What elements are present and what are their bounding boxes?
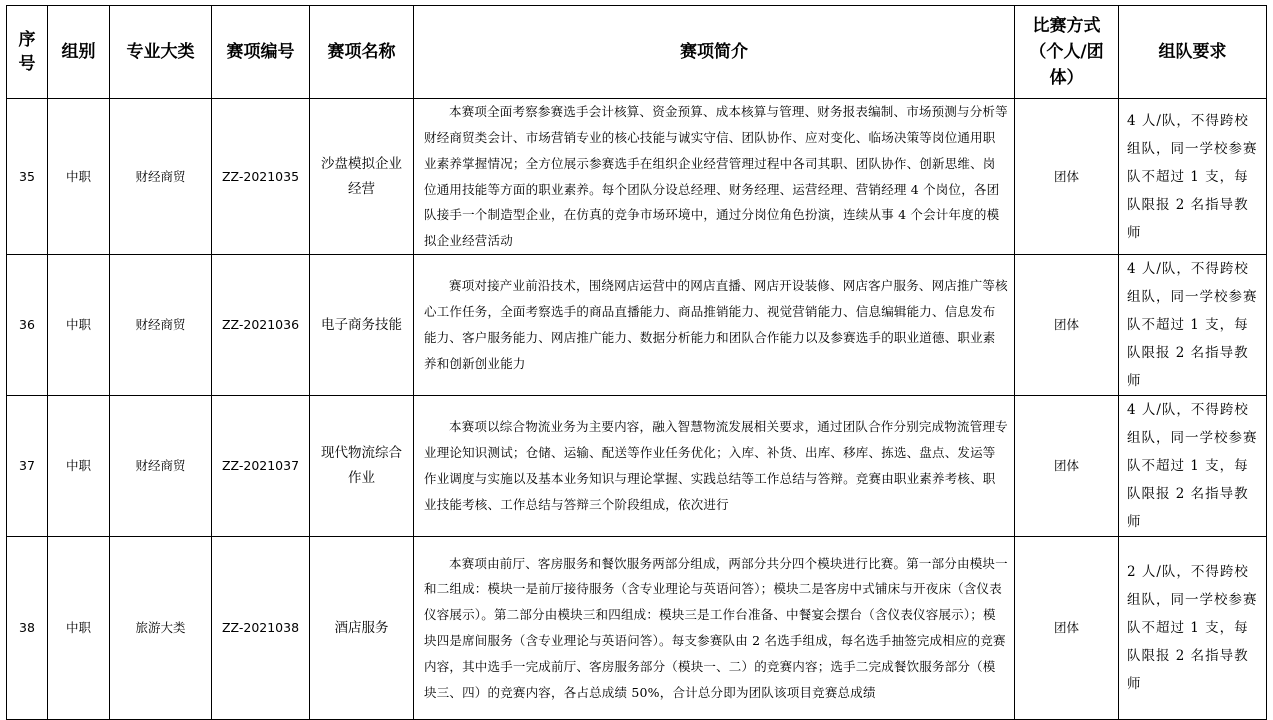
cell-group: 中职 bbox=[48, 396, 110, 537]
table-row bbox=[7, 537, 1267, 720]
cell-seq: 36 bbox=[7, 255, 48, 396]
cell-group: 中职 bbox=[48, 99, 110, 255]
table-row bbox=[7, 255, 1267, 396]
cell-seq: 37 bbox=[7, 396, 48, 537]
cell-code: ZZ-2021038 bbox=[212, 537, 310, 720]
cell-name: 沙盘模拟企业经营 bbox=[310, 99, 414, 255]
cell-intro bbox=[414, 537, 1015, 720]
competition-table bbox=[6, 5, 1267, 720]
header-group: 组别 bbox=[48, 6, 110, 99]
header-mode: 比赛方式（个人/团体） bbox=[1015, 6, 1119, 99]
cell-category: 旅游大类 bbox=[110, 537, 212, 720]
cell-team: 4 人/队，不得跨校组队，同一学校参赛队不超过 1 支，每队限报 2 名指导教师 bbox=[1119, 396, 1267, 537]
cell-intro-text: 赛项对接产业前沿技术，围绕网店运营中的网店直播、网店开设装修、网店客户服务、网店推广等核心工作任务，全面考察选手的商品直播能力、商品推销能力、视觉营销能力、信息编辑能力、信息发布能力、客户服务能力、网店推广能力、数据分析能力和团队合作能力以及参赛选手的职业道德、职业素养和创新创业能力 bbox=[424, 278, 1008, 371]
cell-name: 电子商务技能 bbox=[310, 255, 414, 396]
cell-code: ZZ-2021036 bbox=[212, 255, 310, 396]
cell-mode: 团体 bbox=[1015, 255, 1119, 396]
header-code: 赛项编号 bbox=[212, 6, 310, 99]
header-category: 专业大类 bbox=[110, 6, 212, 99]
cell-mode: 团体 bbox=[1015, 396, 1119, 537]
header-intro: 赛项简介 bbox=[414, 6, 1015, 99]
cell-intro bbox=[414, 99, 1015, 255]
cell-team: 4 人/队，不得跨校组队，同一学校参赛队不超过 1 支，每队限报 2 名指导教师 bbox=[1119, 255, 1267, 396]
table-row bbox=[7, 396, 1267, 537]
header-seq: 序号 bbox=[7, 6, 48, 99]
cell-intro-text: 本赛项以综合物流业务为主要内容，融入智慧物流发展相关要求，通过团队合作分别完成物流管理专业理论知识测试；仓储、运输、配送等作业任务优化；入库、补货、出库、移库、拣选、盘点、发运等作业调度与实施以及基本业务知识与理论掌握、实践总结等工作总结与答辩。竞赛由职业素养考核、职业技能考核、工作总结与答辩三个阶段组成，依次进行 bbox=[424, 419, 1008, 512]
cell-intro-text: 本赛项由前厅、客房服务和餐饮服务两部分组成，两部分共分四个模块进行比赛。第一部分由模块一和二组成：模块一是前厅接待服务（含专业理论与英语问答）；模块二是客房中式铺床与开夜床（含仪表仪容展示）。第二部分由模块三和四组成：模块三是工作台准备、中餐宴会摆台（含仪表仪容展示）；模块四是席间服务（含专业理论与英语问答）。每支参赛队由 2 名选手组成，每名选手抽签完成相应的竞赛内容，其中选手一完成前厅、客房服务部分（模块一、二）的竞赛内容；选手二完成餐饮服务部分（模块三、四）的竞赛内容，各占总成绩 50%，合计总分即为团队该项目竞赛总成绩 bbox=[424, 555, 1008, 700]
cell-code: ZZ-2021037 bbox=[212, 396, 310, 537]
header-name: 赛项名称 bbox=[310, 6, 414, 99]
cell-mode: 团体 bbox=[1015, 537, 1119, 720]
cell-category: 财经商贸 bbox=[110, 255, 212, 396]
cell-intro bbox=[414, 396, 1015, 537]
cell-code: ZZ-2021035 bbox=[212, 99, 310, 255]
cell-seq: 35 bbox=[7, 99, 48, 255]
header-team: 组队要求 bbox=[1119, 6, 1267, 99]
cell-mode: 团体 bbox=[1015, 99, 1119, 255]
cell-team: 2 人/队，不得跨校组队，同一学校参赛队不超过 1 支，每队限报 2 名指导教师 bbox=[1119, 537, 1267, 720]
cell-name: 现代物流综合作业 bbox=[310, 396, 414, 537]
cell-seq: 38 bbox=[7, 537, 48, 720]
cell-name: 酒店服务 bbox=[310, 537, 414, 720]
table-row bbox=[7, 99, 1267, 255]
header-row bbox=[7, 6, 1267, 99]
cell-team: 4 人/队，不得跨校组队，同一学校参赛队不超过 1 支，每队限报 2 名指导教师 bbox=[1119, 99, 1267, 255]
cell-group: 中职 bbox=[48, 537, 110, 720]
cell-category: 财经商贸 bbox=[110, 396, 212, 537]
cell-intro bbox=[414, 255, 1015, 396]
cell-intro-text: 本赛项全面考察参赛选手会计核算、资金预算、成本核算与管理、财务报表编制、市场预测与分析等财经商贸类会计、市场营销专业的核心技能与诚实守信、团队协作、应对变化、临场决策等岗位通用职业素养掌握情况；全方位展示参赛选手在组织企业经营管理过程中各司其职、团队协作、创新思维、岗位通用技能等方面的职业素养。每个团队分设总经理、财务经理、运营经理、营销经理 4 个岗位，各团队接手一个制造型企业，在仿真的竞争市场环境中，通过分岗位角色扮演，连续从事 4 个会计年度的模拟企业经营活动 bbox=[424, 104, 1008, 249]
cell-category: 财经商贸 bbox=[110, 99, 212, 255]
cell-group: 中职 bbox=[48, 255, 110, 396]
